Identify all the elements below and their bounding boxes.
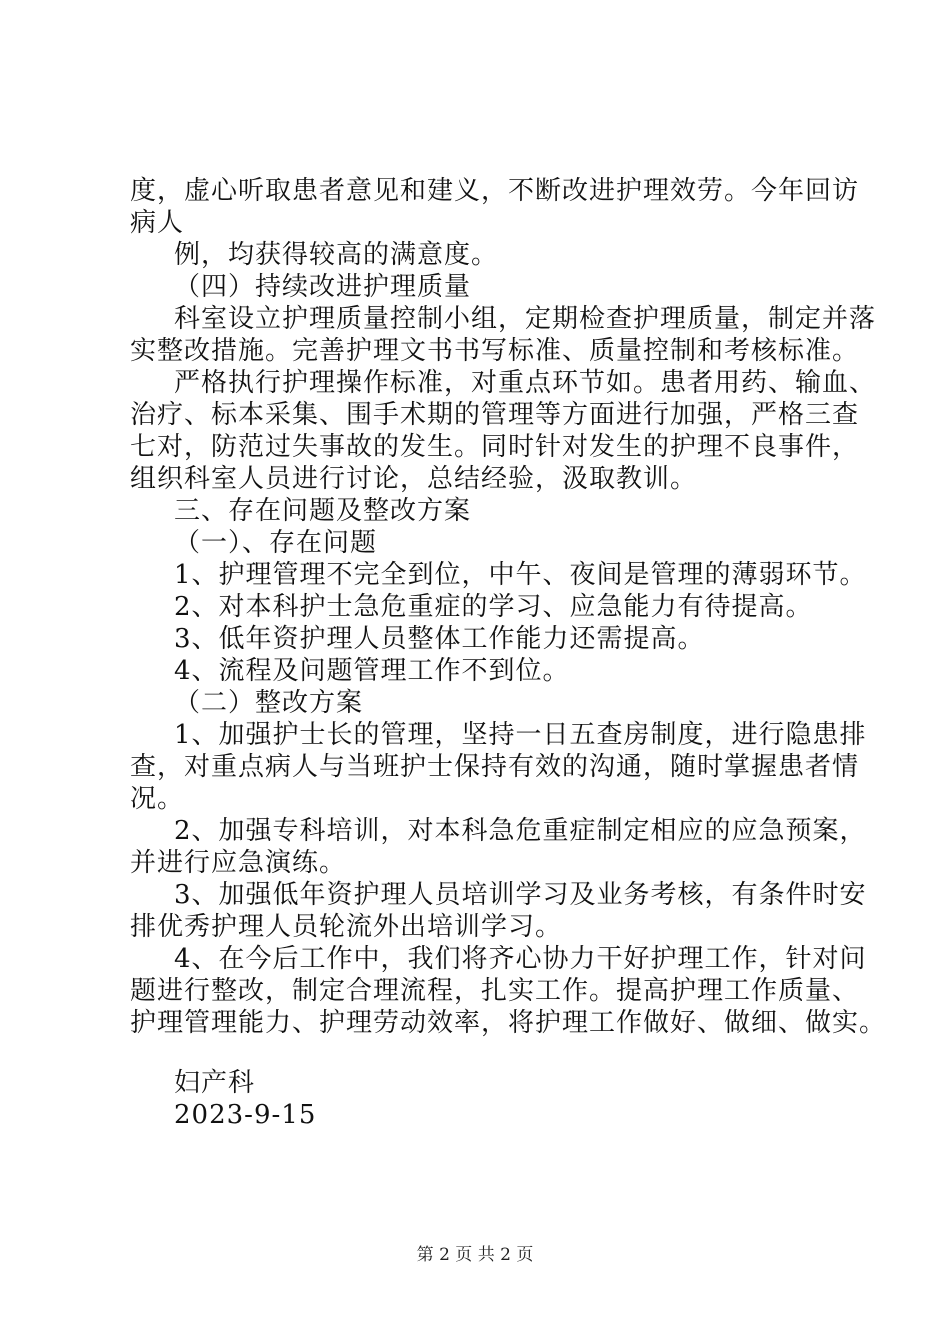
list-item: 4、流程及问题管理工作不到位。: [174, 656, 570, 686]
paragraph-line: 度，虚心听取患者意见和建义，不断改进护理效劳。今年回访: [130, 176, 860, 206]
section-heading: 三、存在问题及整改方案: [174, 496, 472, 526]
paragraph-line: 查，对重点病人与当班护士保持有效的沟通，随时掌握患者情: [130, 752, 860, 782]
paragraph-line: 七对，防范过失事故的发生。同时针对发生的护理不良事件，: [130, 432, 860, 462]
section-heading: （一）、存在问题: [174, 528, 378, 558]
paragraph-line: 并进行应急演练。: [130, 848, 347, 878]
paragraph-line: 排优秀护理人员轮流外出培训学习。: [130, 912, 563, 942]
paragraph-line: 治疗、标本采集、围手术期的管理等方面进行加强，严格三查: [130, 400, 860, 430]
list-item: 3、加强低年资护理人员培训学习及业务考核，有条件时安: [174, 880, 867, 910]
section-heading: （二）整改方案: [174, 688, 364, 718]
list-item: 4、在今后工作中，我们将齐心协力干好护理工作，针对问: [174, 944, 867, 974]
list-item: 2、加强专科培训，对本科急危重症制定相应的应急预案，: [174, 816, 867, 846]
paragraph-line: 况。: [130, 784, 185, 814]
paragraph-line: 科室设立护理质量控制小组，定期检查护理质量，制定并落: [174, 304, 877, 334]
paragraph-line: 病人: [130, 208, 185, 238]
section-heading: （四）持续改进护理质量: [174, 272, 472, 302]
list-item: 2、对本科护士急危重症的学习、应急能力有待提高。: [174, 592, 813, 622]
list-item: 1、护理管理不完全到位，中午、夜间是管理的薄弱环节。: [174, 560, 867, 590]
paragraph-line: 严格执行护理操作标准，对重点环节如。患者用药、输血、: [174, 368, 877, 398]
paragraph-line: 例，均获得较高的满意度。: [174, 240, 499, 270]
paragraph-line: 实整改措施。完善护理文书书写标准、质量控制和考核标准。: [130, 336, 860, 366]
page-footer: 第 2 页 共 2 页: [416, 1245, 534, 1265]
paragraph-line: 题进行整改，制定合理流程，扎实工作。提高护理工作质量、: [130, 976, 860, 1006]
spacer: [130, 1039, 850, 1067]
paragraph-line: 护理管理能力、护理劳动效率，将护理工作做好、做细、做实。: [130, 1008, 887, 1038]
list-item: 3、低年资护理人员整体工作能力还需提高。: [174, 624, 705, 654]
document-body: [130, 175, 887, 1131]
signature-department: 妇产科: [174, 1068, 256, 1098]
signature-date: 2023-9-15: [174, 1100, 317, 1130]
list-item: 1、加强护士长的管理，坚持一日五查房制度，进行隐患排: [174, 720, 867, 750]
paragraph-line: 组织科室人员进行讨论，总结经验，汲取教训。: [130, 464, 698, 494]
